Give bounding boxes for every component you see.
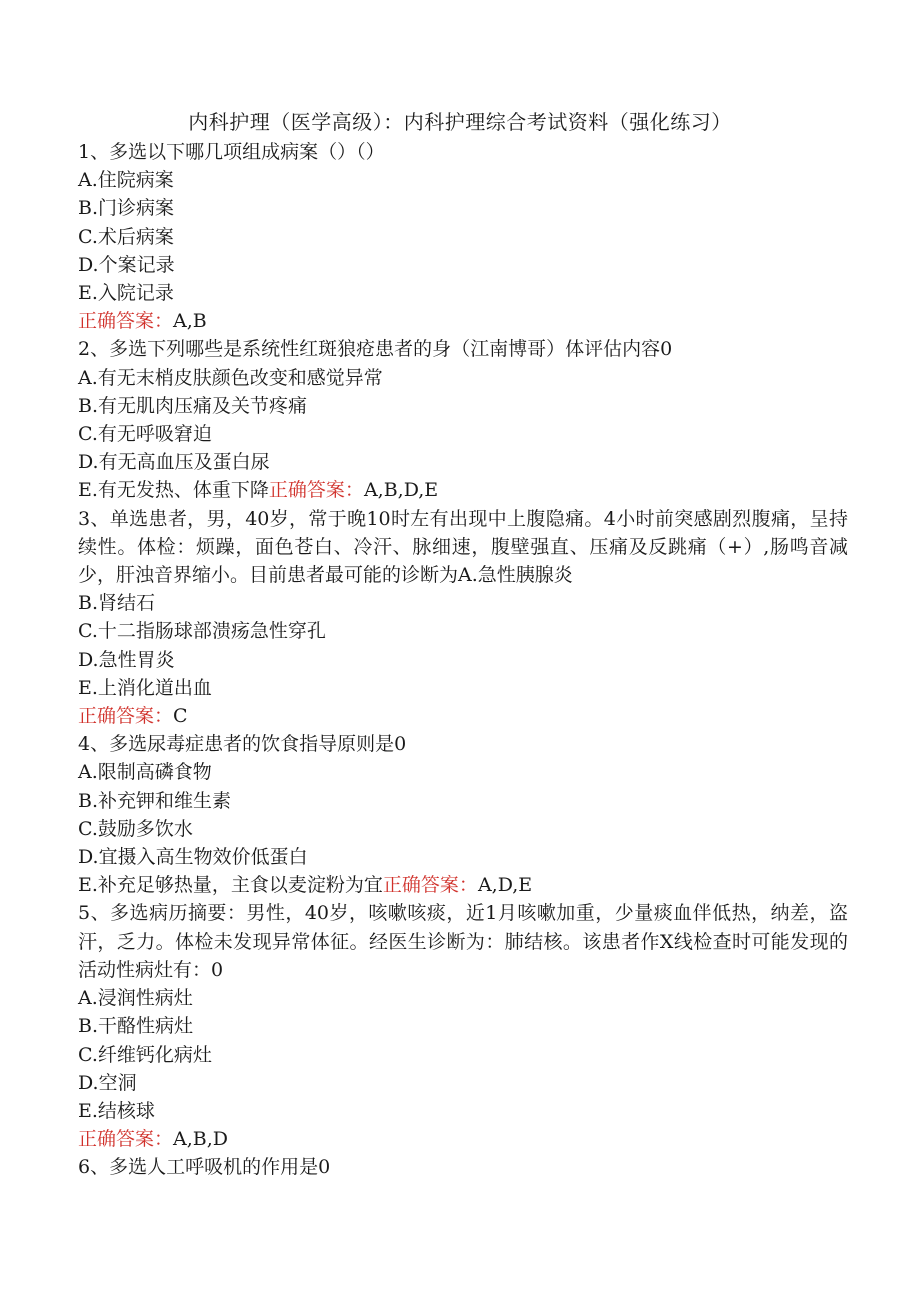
option-item: E.上消化道出血 xyxy=(78,676,212,699)
question-list xyxy=(78,138,848,1182)
answer-label: 正确答案： xyxy=(268,479,364,502)
option-item: C.有无呼吸窘迫 xyxy=(78,423,212,446)
option-item: A.有无末梢皮肤颜色改变和感觉异常 xyxy=(78,366,383,389)
option-item: D.有无高血压及蛋白尿 xyxy=(78,451,270,474)
option-item: D.空洞 xyxy=(78,1071,137,1094)
option-item: A.限制高磷食物 xyxy=(78,761,212,784)
option-item: E.补充足够热量，主食以麦淀粉为宜 xyxy=(78,874,383,897)
question-stem: 5、多选病历摘要：男性，40岁，咳嗽咳痰，近1月咳嗽加重，少量痰血伴低热，纳差，盗汗，乏力。体检未发现异常体征。经医生诊断为：肺结核。该患者作X线检查时可能发现的活动性病灶有：0 xyxy=(78,902,848,981)
answer-label: 正确答案： xyxy=(78,310,174,333)
answer-value: A,D,E xyxy=(477,874,533,897)
correct-answer xyxy=(78,307,848,335)
answer-value: A,B,D,E xyxy=(363,479,439,502)
option-item: C.纤维钙化病灶 xyxy=(78,1043,212,1066)
answer-label: 正确答案： xyxy=(78,705,174,728)
question-stem: 3、单选患者，男，40岁，常于晚10时左有出现中上腹隐痛。4小时前突感剧烈腹痛，呈持续性。体检：烦躁，面色苍白、冷汗、脉细速，腹壁强直、压痛及反跳痛（+）,肠鸣音减少，肝浊音界缩小。目前患者最可能的诊断为A.急性胰腺炎 xyxy=(78,507,848,587)
option-item: B.门诊病案 xyxy=(78,197,175,220)
correct-answer xyxy=(78,702,848,730)
option-with-answer xyxy=(78,476,848,504)
option-item: A.浸润性病灶 xyxy=(78,987,193,1010)
option-item: C.鼓励多饮水 xyxy=(78,817,193,840)
option-item: E.有无发热、体重下降 xyxy=(78,479,269,502)
question-stem: 1、多选以下哪几项组成病案（）（） xyxy=(78,141,385,163)
option-item: D.宜摄入高生物效价低蛋白 xyxy=(78,846,308,869)
option-item: D.急性胃炎 xyxy=(78,648,175,671)
answer-value: A,B,D xyxy=(173,1128,229,1151)
document-title: 内科护理（医学高级）：内科护理综合考试资料（强化练习） xyxy=(188,110,732,134)
option-with-answer xyxy=(78,871,848,899)
option-item: E.入院记录 xyxy=(78,282,174,305)
option-item: B.干酪性病灶 xyxy=(78,1015,194,1038)
correct-answer xyxy=(78,1125,848,1153)
option-item: D.个案记录 xyxy=(78,253,175,276)
question-stem: 4、多选尿毒症患者的饮食指导原则是0 xyxy=(78,733,407,756)
option-item: C.术后病案 xyxy=(78,225,174,248)
option-item: B.补充钾和维生素 xyxy=(78,789,232,812)
option-item: B.有无肌肉压痛及关节疼痛 xyxy=(78,394,308,417)
answer-value: C xyxy=(173,705,188,728)
question-stem: 2、多选下列哪些是系统性红斑狼疮患者的身（江南博哥）体评估内容0 xyxy=(78,338,673,361)
option-item: E.结核球 xyxy=(78,1099,155,1122)
answer-label: 正确答案： xyxy=(78,1128,174,1151)
answer-value: A,B xyxy=(173,310,207,333)
option-item: A.住院病案 xyxy=(78,169,174,192)
option-item: C.十二指肠球部溃疡急性穿孔 xyxy=(78,620,326,643)
answer-label: 正确答案： xyxy=(382,874,478,897)
option-item: B.肾结石 xyxy=(78,592,156,615)
question-stem: 6、多选人工呼吸机的作用是0 xyxy=(78,1156,331,1179)
